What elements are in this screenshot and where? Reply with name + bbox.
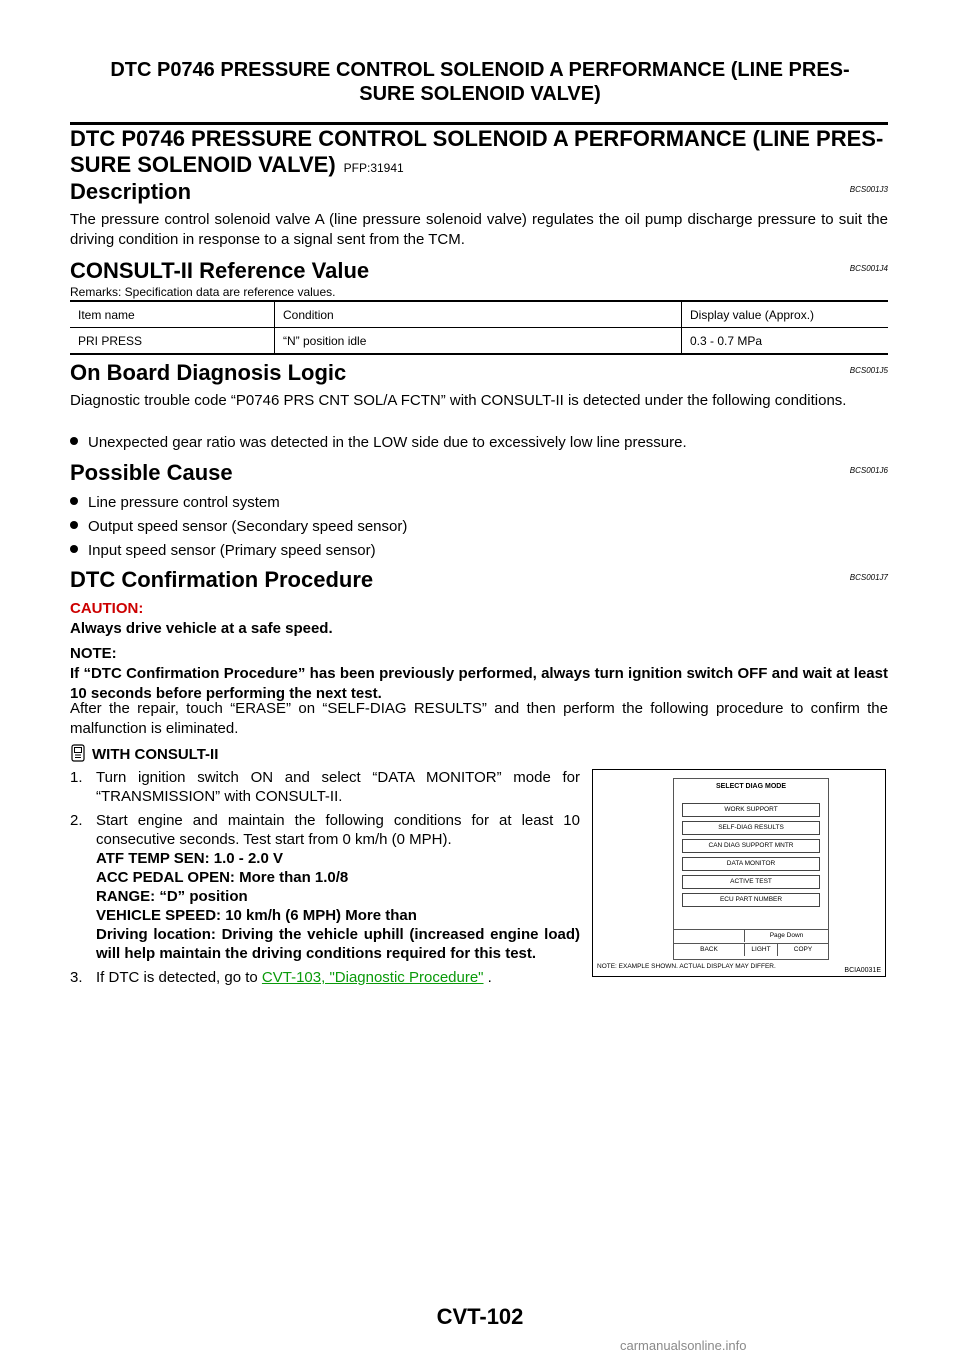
section-title-line1: DTC P0746 PRESSURE CONTROL SOLENOID A PERFORMANCE (LINE PRES- (70, 126, 884, 151)
consult-heading-text: CONSULT-II Reference Value (70, 258, 370, 283)
self-diag-results-button: SELF-DIAG RESULTS (682, 821, 820, 835)
page-header-line1: DTC P0746 PRESSURE CONTROL SOLENOID A PERFORMANCE (LINE PRES- (110, 59, 850, 81)
table-cell: “N” position idle (275, 328, 682, 355)
dtc-code: BCS001J7 (849, 573, 888, 582)
table-cell: 0.3 - 0.7 MPa (682, 328, 889, 355)
page-number: CVT-102 (436, 1304, 524, 1329)
list-item-text: Unexpected gear ratio was detected in the LOW side due to excessively low line pressure. (88, 434, 687, 451)
description-code: BCS001J3 (849, 185, 888, 194)
obd-code: BCS001J5 (849, 366, 888, 375)
description-heading (70, 179, 888, 205)
data-monitor-button: DATA MONITOR (682, 857, 820, 871)
consult-tool-icon (70, 744, 86, 768)
note-label: NOTE: (70, 645, 117, 662)
bullet-icon (70, 437, 78, 445)
table-cell: PRI PRESS (70, 328, 275, 355)
table-header-cell: Condition (275, 301, 682, 328)
can-diag-support-button: CAN DIAG SUPPORT MNTR (682, 839, 820, 853)
note-text: If “DTC Confirmation Procedure” has been previously performed, always turn ignition switch OFF and wait at least 10 seconds before performing the next test. (70, 665, 888, 702)
procedure-step-3 (70, 968, 580, 987)
condition-driving-location: Driving location: Driving the vehicle uphill (increased engine load) will help maintain the driving conditions required for this test. (96, 926, 580, 962)
obd-heading (70, 360, 888, 386)
table-row (70, 328, 888, 355)
after-repair-text: After the repair, touch “ERASE” on “SELF-DIAG RESULTS” and then perform the following procedure to confirm the malfunction is eliminated. (70, 700, 888, 737)
procedure-steps (70, 768, 580, 992)
list-item-text: Output speed sensor (Secondary speed sensor) (88, 518, 408, 535)
pfp-code: PFP:31941 (343, 161, 404, 175)
list-item-text: Line pressure control system (88, 494, 280, 511)
screen-title: SELECT DIAG MODE (715, 783, 786, 790)
description-text: The pressure control solenoid valve A (line pressure solenoid valve) regulates the oil pump discharge pressure to suit the driving condition in response to a signal sent from the TCM. (70, 211, 888, 248)
step-text: If DTC is detected, go to (96, 969, 262, 986)
section-rule (70, 122, 888, 125)
obd-text: Diagnostic trouble code “P0746 PRS CNT SOL/A FCTN” with CONSULT-II is detected under the following conditions. (70, 392, 847, 409)
diagnostic-procedure-link[interactable]: CVT-103, "Diagnostic Procedure" (261, 969, 484, 986)
step-number: 1. (70, 769, 83, 786)
table-header-cell: Item name (70, 301, 275, 328)
figure-note: NOTE: EXAMPLE SHOWN. ACTUAL DISPLAY MAY DIFFER. (597, 963, 776, 970)
section-title (70, 126, 883, 181)
bullet-icon (70, 497, 78, 505)
procedure-step-1 (70, 768, 580, 806)
with-consult-label (70, 744, 218, 768)
obd-heading-text: On Board Diagnosis Logic (70, 360, 347, 385)
condition-range: RANGE: “D” position (96, 888, 248, 905)
page-header-line2: SURE SOLENOID VALVE) (359, 83, 601, 105)
table-header-cell: Display value (Approx.) (682, 301, 889, 328)
condition-vehicle-speed: VEHICLE SPEED: 10 km/h (6 MPH) More than (96, 907, 417, 924)
figure-id: BCIA0031E (844, 967, 881, 974)
consult-remarks: Remarks: Specification data are reference values. (70, 285, 336, 299)
step-text-end: . (483, 969, 492, 986)
light-key: LIGHT (744, 944, 778, 956)
dtc-heading (70, 567, 888, 593)
list-item (70, 493, 888, 513)
step-text: Start engine and maintain the following conditions for at least 10 consecutive seconds. Test start from 0 km/h (0 MPH). (96, 812, 580, 848)
step-text: Turn ignition switch ON and select “DATA MONITOR” mode for “TRANSMISSION” with CONSULT-II. (96, 769, 580, 805)
cause-heading-text: Possible Cause (70, 460, 233, 485)
consult-screen-figure (592, 769, 886, 977)
procedure-step-2 (70, 811, 580, 963)
bullet-icon (70, 521, 78, 529)
step-number: 2. (70, 812, 83, 829)
description-heading-text: Description (70, 179, 192, 204)
work-support-button: WORK SUPPORT (682, 803, 820, 817)
consult-code: BCS001J4 (849, 264, 888, 273)
caution-text: Always drive vehicle at a safe speed. (70, 620, 333, 637)
list-item (70, 541, 888, 561)
back-key: BACK (700, 946, 718, 953)
list-item (70, 433, 888, 453)
consult-heading (70, 258, 888, 284)
page-down-key: Page Down (744, 930, 828, 942)
reference-table (70, 300, 888, 355)
consult-screen (673, 778, 829, 960)
caution-label: CAUTION: (70, 600, 144, 617)
with-consult-text: WITH CONSULT-II (92, 746, 219, 763)
active-test-button: ACTIVE TEST (682, 875, 820, 889)
watermark: carmanualsonline.info (620, 1338, 747, 1353)
section-title-line2: SURE SOLENOID VALVE) (70, 152, 336, 177)
cause-code: BCS001J6 (849, 466, 888, 475)
page-header (60, 58, 900, 106)
step-number: 3. (70, 969, 83, 986)
bullet-icon (70, 545, 78, 553)
table-header-row (70, 301, 888, 328)
list-item (70, 517, 888, 537)
ecu-part-number-button: ECU PART NUMBER (682, 893, 820, 907)
cause-heading (70, 460, 888, 486)
copy-key: COPY (793, 946, 813, 953)
condition-atf-temp: ATF TEMP SEN: 1.0 - 2.0 V (96, 850, 283, 867)
list-item-text: Input speed sensor (Primary speed sensor) (88, 542, 376, 559)
dtc-heading-text: DTC Confirmation Procedure (70, 567, 374, 592)
condition-acc-pedal: ACC PEDAL OPEN: More than 1.0/8 (96, 869, 349, 886)
